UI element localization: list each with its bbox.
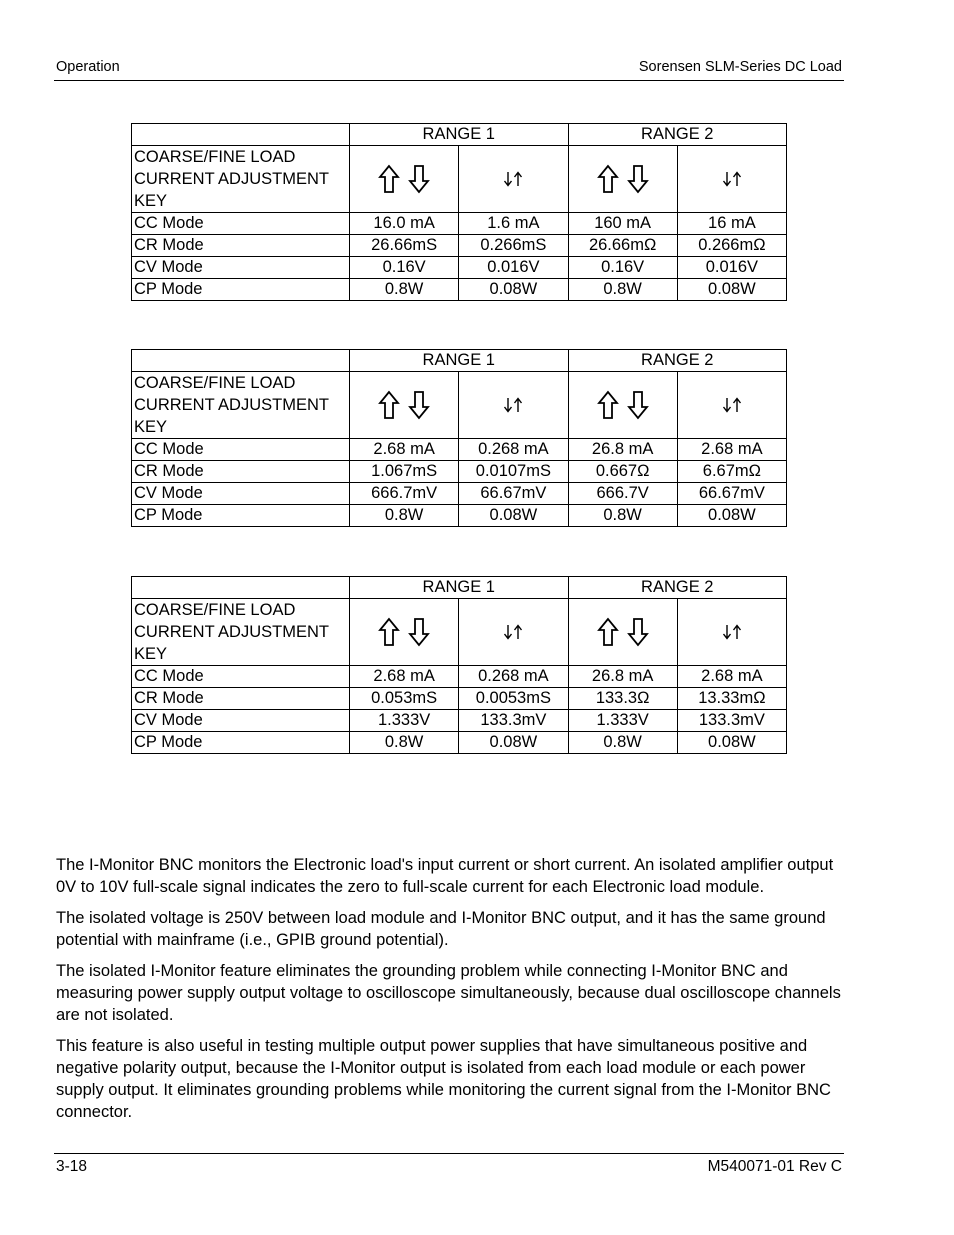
value-cell: 1.333V [568,710,677,732]
value-cell: 0.08W [459,279,568,301]
body-paragraph: The isolated I-Monitor feature eliminates the grounding problem while connecting I-Monitor BNC and measuring power supply output voltage to oscilloscope simultaneously, because dual oscilloscope channels are not isolated. [56,962,841,1024]
value-cell: 0.08W [459,505,568,527]
value-cell: 16.0 mA [350,213,459,235]
table-corner-cell [132,124,350,146]
coarse-key-cell [350,372,459,439]
key-row-label: COARSE/FINE LOAD CURRENT ADJUSTMENT KEY [132,599,350,666]
fine-key-cell [677,146,786,213]
table-row [132,710,787,732]
value-cell: 2.68 mA [350,666,459,688]
value-cell: 160 mA [568,213,677,235]
value-cell: 0.016V [459,257,568,279]
value-cell: 66.67mV [459,483,568,505]
table-row [132,732,787,754]
value-cell: 133.3mV [459,710,568,732]
small-down-up-arrows-icon [720,622,744,642]
value-cell: 0.16V [568,257,677,279]
value-cell: 133.3mV [677,710,786,732]
mode-label: CR Mode [132,461,350,483]
mode-label: CV Mode [132,257,350,279]
coarse-key-cell [350,599,459,666]
coarse-key-cell [568,372,677,439]
table-row [132,461,787,483]
value-cell: 2.68 mA [350,439,459,461]
up-down-hollow-arrows-icon [596,164,650,194]
value-cell: 26.66mΩ [568,235,677,257]
value-cell: 0.08W [677,279,786,301]
value-cell: 0.8W [350,732,459,754]
table-row [132,279,787,301]
mode-label: CC Mode [132,666,350,688]
mode-label: CC Mode [132,439,350,461]
mode-label: CC Mode [132,213,350,235]
mode-label: CR Mode [132,235,350,257]
value-cell: 1.6 mA [459,213,568,235]
fine-key-cell [459,599,568,666]
value-cell: 0.0053mS [459,688,568,710]
coarse-key-cell [568,146,677,213]
value-cell: 66.67mV [677,483,786,505]
mode-label: CR Mode [132,688,350,710]
up-down-hollow-arrows-icon [377,390,431,420]
small-down-up-arrows-icon [720,169,744,189]
value-cell: 13.33mΩ [677,688,786,710]
value-cell: 0.16V [350,257,459,279]
value-cell: 0.667Ω [568,461,677,483]
value-cell: 0.8W [568,505,677,527]
key-row-label: COARSE/FINE LOAD CURRENT ADJUSTMENT KEY [132,146,350,213]
value-cell: 26.8 mA [568,666,677,688]
body-paragraph: The I-Monitor BNC monitors the Electronic load's input current or short current. An isolated amplifier output 0V to 10V full-scale signal indicates the zero to full-scale current for each Electronic load module. [56,856,834,896]
page-header-left: Operation [56,59,120,75]
key-row-label: COARSE/FINE LOAD CURRENT ADJUSTMENT KEY [132,372,350,439]
up-down-hollow-arrows-icon [377,617,431,647]
fine-key-cell [459,372,568,439]
header-rule [54,80,844,81]
value-cell: 0.8W [568,732,677,754]
table-row [132,688,787,710]
value-cell: 0.053mS [350,688,459,710]
up-down-hollow-arrows-icon [596,390,650,420]
up-down-hollow-arrows-icon [377,164,431,194]
value-cell: 26.8 mA [568,439,677,461]
mode-label: CP Mode [132,279,350,301]
small-down-up-arrows-icon [501,169,525,189]
table-row [132,257,787,279]
value-cell: 0.08W [677,505,786,527]
value-cell: 16 mA [677,213,786,235]
page-header-right: Sorensen SLM-Series DC Load [638,59,842,75]
table-row [132,483,787,505]
value-cell: 1.067mS [350,461,459,483]
page-number: 3-18 [56,1158,88,1175]
value-cell: 26.66mS [350,235,459,257]
value-cell: 0.8W [350,279,459,301]
document-revision: M540071-01 Rev C [707,1158,842,1175]
mode-label: CP Mode [132,732,350,754]
range-2-header: RANGE 2 [568,577,787,599]
adjustment-table-3 [131,576,787,754]
value-cell: 0.268 mA [459,666,568,688]
value-cell: 0.8W [350,505,459,527]
value-cell: 0.016V [677,257,786,279]
value-cell: 0.08W [459,732,568,754]
table-corner-cell [132,577,350,599]
value-cell: 0.268 mA [459,439,568,461]
mode-label: CP Mode [132,505,350,527]
adjustment-table-2 [131,349,787,527]
body-paragraph: This feature is also useful in testing multiple output power supplies that have simultaneous positive and negative polarity output, because the I-Monitor output is isolated from each load module or each power supply output. It eliminates grounding problems while monitoring the current signal from the I-Monitor BNC connector. [56,1037,831,1121]
value-cell: 0.08W [677,732,786,754]
fine-key-cell [677,372,786,439]
table-corner-cell [132,350,350,372]
mode-label: CV Mode [132,710,350,732]
value-cell: 6.67mΩ [677,461,786,483]
value-cell: 2.68 mA [677,439,786,461]
fine-key-cell [677,599,786,666]
value-cell: 133.3Ω [568,688,677,710]
value-cell: 0.0107mS [459,461,568,483]
fine-key-cell [459,146,568,213]
table-row [132,505,787,527]
value-cell: 0.266mΩ [677,235,786,257]
body-paragraph: The isolated voltage is 250V between load module and I-Monitor BNC output, and it has the same ground potential with mainframe (i.e., GPIB ground potential). [56,909,826,949]
table-row [132,666,787,688]
small-down-up-arrows-icon [720,395,744,415]
mode-label: CV Mode [132,483,350,505]
small-down-up-arrows-icon [501,622,525,642]
range-2-header: RANGE 2 [568,124,787,146]
value-cell: 2.68 mA [677,666,786,688]
table-row [132,213,787,235]
range-1-header: RANGE 1 [350,577,569,599]
value-cell: 0.8W [568,279,677,301]
coarse-key-cell [568,599,677,666]
up-down-hollow-arrows-icon [596,617,650,647]
range-1-header: RANGE 1 [350,124,569,146]
value-cell: 1.333V [350,710,459,732]
table-row [132,439,787,461]
coarse-key-cell [350,146,459,213]
value-cell: 666.7mV [350,483,459,505]
range-1-header: RANGE 1 [350,350,569,372]
value-cell: 0.266mS [459,235,568,257]
range-2-header: RANGE 2 [568,350,787,372]
table-row [132,235,787,257]
small-down-up-arrows-icon [501,395,525,415]
footer-rule [54,1153,844,1154]
value-cell: 666.7V [568,483,677,505]
adjustment-table-1 [131,123,787,301]
